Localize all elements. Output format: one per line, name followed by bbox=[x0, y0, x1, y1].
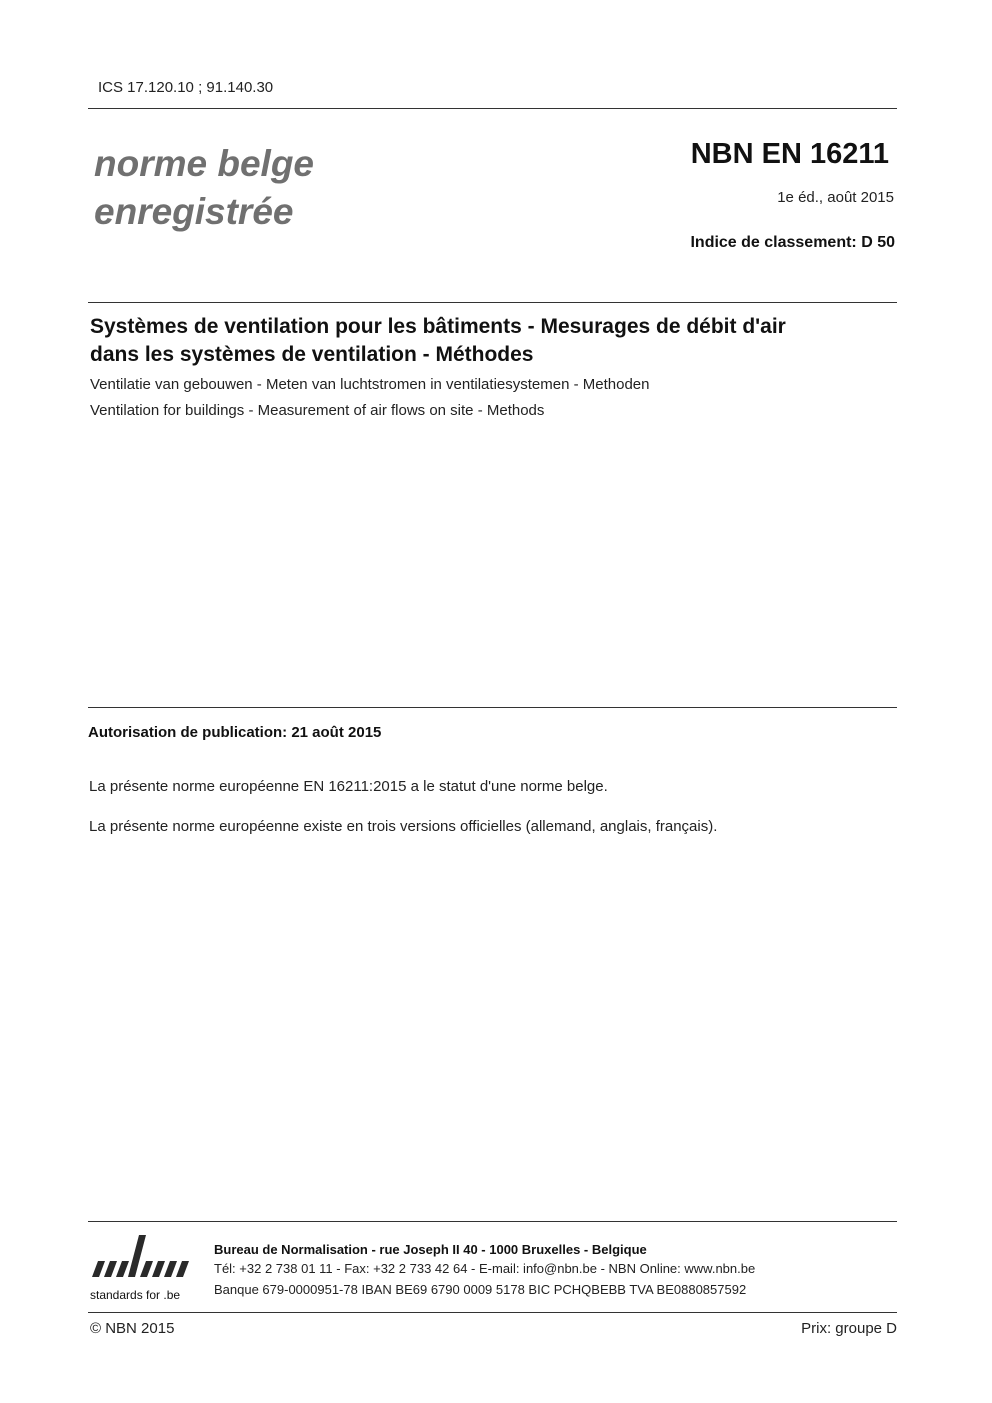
title-french-line1: Systèmes de ventilation pour les bâtiments - Mesurages de débit d'air bbox=[90, 315, 786, 338]
footer-divider bbox=[88, 1221, 897, 1222]
norm-label bbox=[94, 140, 314, 236]
bureau-address: Bureau de Normalisation - rue Joseph II 40 - 1000 Bruxelles - Belgique bbox=[214, 1242, 647, 1257]
versions-statement: La présente norme européenne existe en trois versions officielles (allemand, anglais, français). bbox=[89, 818, 718, 835]
header-divider bbox=[88, 108, 897, 109]
title-english: Ventilation for buildings - Measurement of air flows on site - Methods bbox=[90, 402, 545, 419]
title-french bbox=[90, 313, 786, 369]
contact-info: Tél: +32 2 738 01 11 - Fax: +32 2 733 42 64 - E-mail: info@nbn.be - NBN Online: www.nbn.be bbox=[214, 1261, 756, 1276]
edition-info: 1e éd., août 2015 bbox=[777, 189, 894, 206]
title-french-line2: dans les systèmes de ventilation - Méthodes bbox=[90, 343, 534, 366]
status-statement: La présente norme européenne EN 16211:2015 a le statut d'une norme belge. bbox=[89, 778, 608, 795]
title-divider bbox=[88, 302, 897, 303]
publication-divider bbox=[88, 707, 897, 708]
classification-index: Indice de classement: D 50 bbox=[690, 234, 895, 251]
title-dutch: Ventilatie van gebouwen - Meten van luchtstromen in ventilatiesystemen - Methoden bbox=[90, 376, 650, 393]
standard-id: NBN EN 16211 bbox=[690, 138, 889, 170]
price-group: Prix: groupe D bbox=[801, 1320, 897, 1337]
publication-authorization: Autorisation de publication: 21 août 2015 bbox=[88, 724, 382, 741]
norm-label-line2: enregistrée bbox=[94, 191, 294, 232]
copyright: © NBN 2015 bbox=[90, 1320, 175, 1337]
logo-tagline: standards for .be bbox=[90, 1288, 181, 1302]
ics-code: ICS 17.120.10 ; 91.140.30 bbox=[98, 79, 274, 96]
bank-info: Banque 679-0000951-78 IBAN BE69 6790 0009 5178 BIC PCHQBEBB TVA BE0880857592 bbox=[214, 1282, 747, 1297]
norm-label-line1: norme belge bbox=[94, 143, 314, 184]
bottom-divider bbox=[88, 1312, 897, 1313]
